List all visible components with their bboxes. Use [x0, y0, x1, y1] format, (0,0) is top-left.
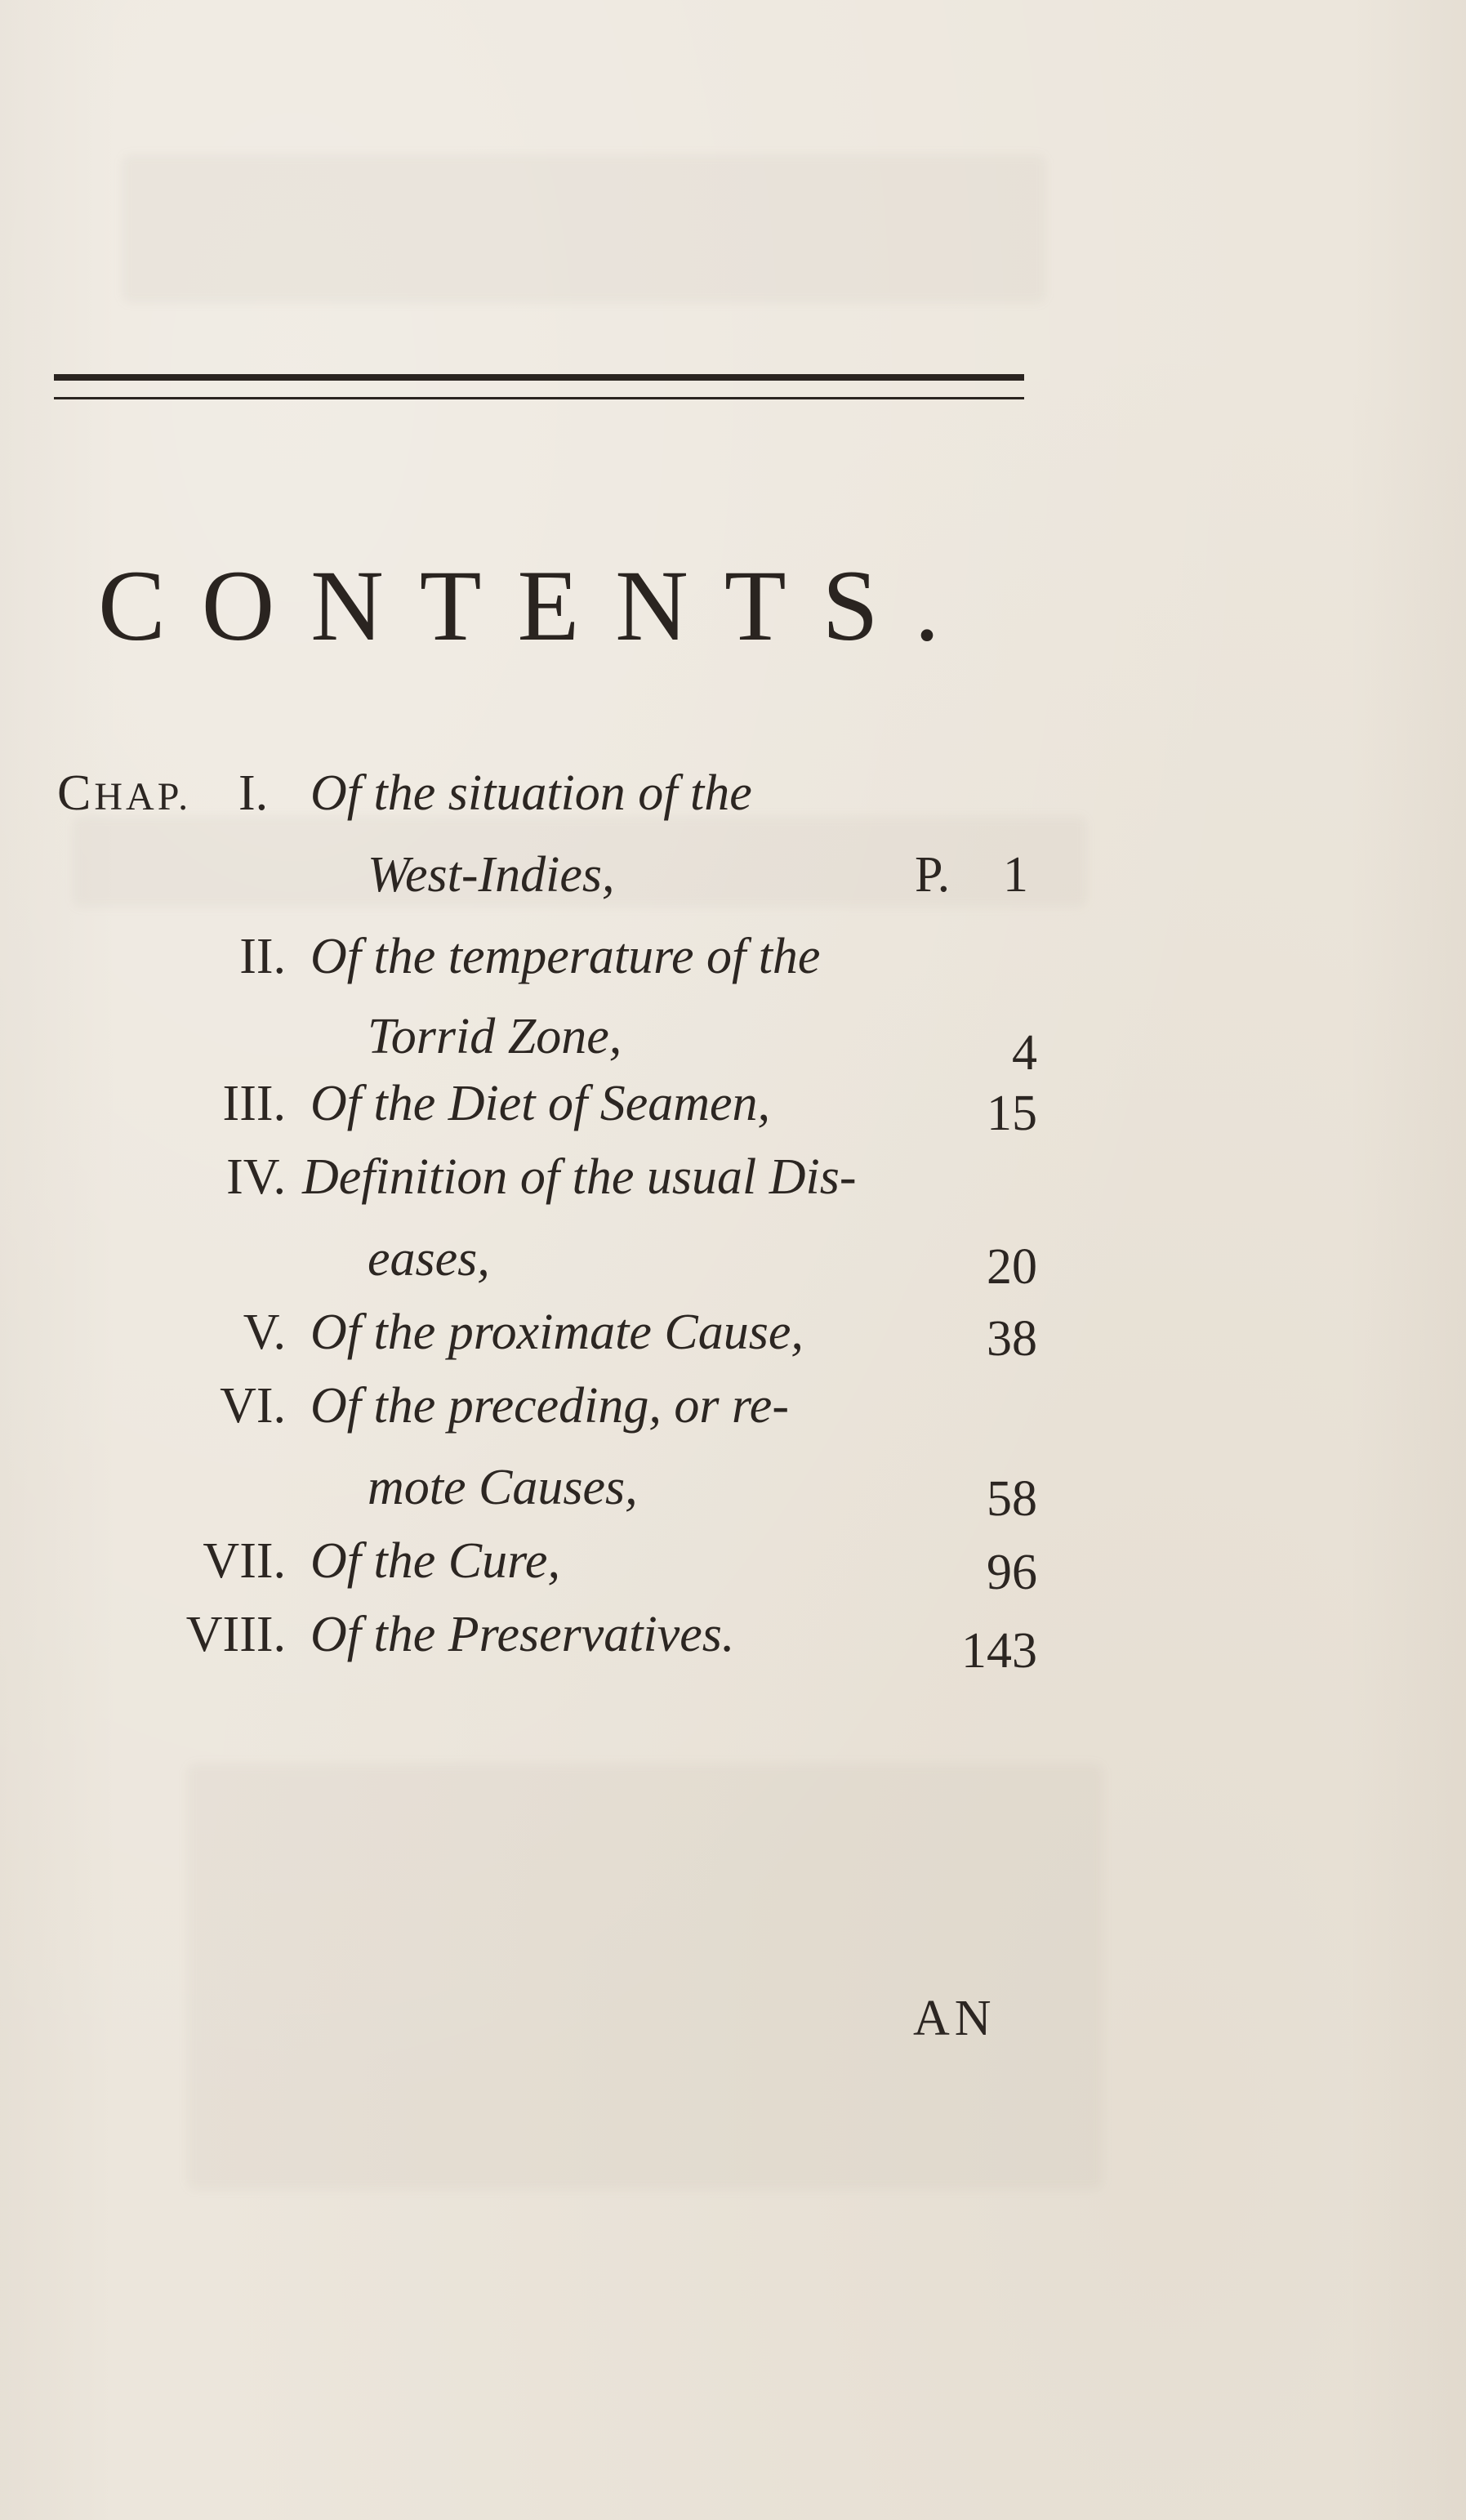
toc-entry-line: [57, 1607, 1037, 1679]
page-heading: CONTENTS.: [98, 550, 976, 662]
chapter-title-continued: eases,: [368, 1231, 490, 1287]
toc-entry-line: [57, 1305, 1037, 1367]
chapter-number: I.: [238, 765, 269, 821]
chapter-title-continued: mote Causes,: [368, 1460, 638, 1515]
chapter-number: II.: [239, 929, 286, 984]
page-number: 38: [987, 1311, 1037, 1367]
toc-entry-line: [57, 1076, 1037, 1141]
chapter-title: Of the proximate Cause,: [310, 1305, 804, 1360]
toc-entry-line: [57, 1533, 1037, 1600]
chapter-number: IV.: [226, 1149, 286, 1205]
chapter-number: VII.: [203, 1533, 286, 1589]
page-number: 1: [1003, 847, 1028, 903]
bleed-through-text: [123, 155, 1045, 302]
bleed-through-text: [188, 1764, 1103, 2189]
toc-entry-line: [57, 847, 1037, 903]
chapter-title: Of the Preservatives.: [310, 1607, 735, 1662]
chapter-number: VI.: [220, 1378, 286, 1434]
page-number: 58: [987, 1471, 1037, 1527]
page-number: 143: [961, 1623, 1037, 1679]
chapter-number: III.: [222, 1076, 286, 1131]
toc-entry-line: [57, 1009, 1037, 1081]
toc-entry-line: [57, 1231, 1037, 1295]
toc-entry-line: [57, 765, 1037, 821]
header-rule-thin: [54, 397, 1024, 399]
page-number: 15: [987, 1086, 1037, 1141]
chapter-word: [57, 765, 192, 821]
page-prefix: P.: [915, 847, 951, 903]
chapter-number: V.: [243, 1305, 286, 1360]
page-number: 96: [987, 1545, 1037, 1600]
page-number: 4: [1012, 1025, 1037, 1081]
chapter-title: Of the Cure,: [310, 1533, 560, 1589]
toc-entry-line: [57, 1460, 1037, 1527]
toc-entry-line: [57, 1378, 1037, 1434]
chapter-title-continued: Torrid Zone,: [368, 1009, 622, 1064]
toc-entry-line: [57, 931, 1037, 982]
chapter-title: Of the preceding, or re-: [310, 1378, 789, 1434]
page-number: 20: [987, 1239, 1037, 1295]
chapter-title: Of the Diet of Seamen,: [310, 1076, 771, 1131]
chapter-title: Definition of the usual Dis-: [302, 1149, 857, 1205]
header-rule-thick: [54, 374, 1024, 381]
chapter-title-continued: West-Indies,: [368, 847, 615, 903]
chapter-number: VIII.: [185, 1607, 286, 1662]
chapter-label: CHAP.: [57, 765, 192, 821]
chapter-title: Of the temperature of the: [310, 929, 821, 984]
catchword: AN: [913, 1991, 996, 2046]
toc-entry-line: [57, 1149, 1037, 1205]
chapter-title: Of the situation of the: [310, 765, 752, 821]
